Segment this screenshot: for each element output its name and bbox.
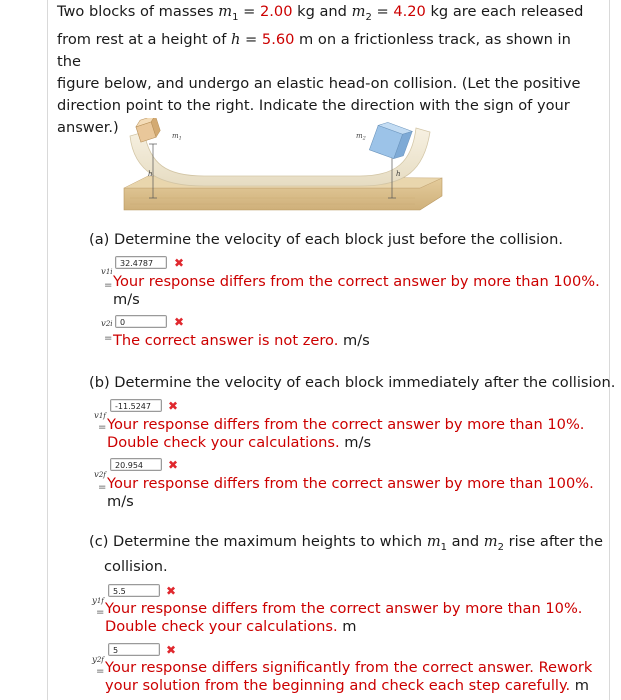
- part-c-title: (c) Determine the maximum heights to which $m_1$ and $m_2$ rise after the: [89, 533, 604, 553]
- track-figure: [120, 118, 450, 216]
- v1f-unit: m/s: [339, 434, 372, 451]
- v1i-wrong-icon: ✖: [174, 256, 185, 270]
- v1i-equals: =: [104, 280, 113, 291]
- y2f-unit: m: [570, 677, 590, 694]
- y2f-feedback-1: Your response differs significantly from the correct answer. Rework: [105, 659, 593, 676]
- v2i-feedback-line: [113, 332, 370, 350]
- y1f-unit: m: [337, 618, 357, 635]
- v1f-equals: =: [98, 422, 107, 433]
- v1f-feedback-line-2: [107, 434, 371, 452]
- y2f-feedback-line-2: [105, 677, 589, 695]
- figure-label-m2: $m_2$: [356, 132, 366, 142]
- figure-label-m1: $m_1$: [172, 132, 182, 142]
- v1f-feedback-2: Double check your calculations.: [107, 434, 340, 451]
- y1f-feedback-2: Double check your calculations.: [105, 618, 338, 635]
- m1-value: 2.00: [260, 3, 293, 20]
- figure-label-h-left: h: [148, 170, 153, 178]
- y1f-wrong-icon: ✖: [166, 584, 177, 598]
- y1f-feedback-1: Your response differs from the correct answer by more than 10%.: [105, 600, 583, 617]
- block-m2: [369, 120, 412, 162]
- v1f-wrong-icon: ✖: [168, 399, 179, 413]
- m2-value: 4.20: [393, 3, 426, 20]
- problem-line-3: figure below, and undergo an elastic head-on collision. (Let the positive: [57, 74, 581, 92]
- y1f-equals: =: [96, 607, 105, 618]
- v2i-equals: =: [104, 333, 113, 344]
- v2f-feedback: Your response differs from the correct answer by more than 100%.: [107, 475, 594, 492]
- problem-line-1: Two blocks of masses $m_1 = 2.00$ kg and $m_2 = 4.20$ kg are each released: [57, 3, 584, 23]
- v1i-label: v1i: [101, 267, 113, 277]
- v2i-wrong-icon: ✖: [174, 315, 185, 329]
- problem-line-5: answer.): [57, 118, 119, 136]
- content-right-border: [609, 0, 610, 700]
- v2f-wrong-icon: ✖: [168, 458, 179, 472]
- y2f-label: y2f: [92, 655, 104, 665]
- v2i-label: v2i: [101, 319, 113, 329]
- v1f-label: v1f: [94, 411, 106, 421]
- problem-line-2: from rest at a height of h = 5.60 m on a frictionless track, as shown in the: [57, 30, 571, 70]
- y2f-input[interactable]: 5: [108, 643, 160, 656]
- v2i-feedback: The correct answer is not zero.: [113, 332, 339, 349]
- part-a-title: (a) Determine the velocity of each block just before the collision.: [89, 231, 563, 248]
- v1i-unit: m/s: [113, 291, 140, 308]
- v1f-feedback-1: Your response differs from the correct answer by more than 10%.: [107, 416, 585, 433]
- y2f-wrong-icon: ✖: [166, 643, 177, 657]
- v2i-input[interactable]: 0: [115, 315, 167, 328]
- v2f-input[interactable]: 20.954: [110, 458, 162, 471]
- v2f-unit: m/s: [107, 493, 134, 510]
- h-value: 5.60: [261, 30, 295, 48]
- y2f-equals: =: [96, 666, 105, 677]
- problem-line-4: direction point to the right. Indicate the direction with the sign of your: [57, 96, 570, 114]
- v2f-label: v2f: [94, 470, 106, 480]
- part-c-title-line-2: collision.: [104, 558, 168, 575]
- part-b-title: (b) Determine the velocity of each block immediately after the collision.: [89, 374, 616, 391]
- content-left-border: [47, 0, 48, 700]
- v1i-feedback: Your response differs from the correct answer by more than 100%.: [113, 273, 600, 290]
- y1f-feedback-line-2: [105, 618, 357, 636]
- v1f-input[interactable]: -11.5247: [110, 399, 162, 412]
- y1f-label: y1f: [92, 596, 104, 606]
- y1f-input[interactable]: 5.5: [108, 584, 160, 597]
- figure-label-h-right: h: [396, 170, 401, 178]
- v2i-unit: m/s: [338, 332, 370, 349]
- y2f-feedback-2: your solution from the beginning and check each step carefully.: [105, 677, 571, 694]
- v2f-equals: =: [98, 482, 107, 493]
- v1i-input[interactable]: 32.4787: [115, 256, 167, 269]
